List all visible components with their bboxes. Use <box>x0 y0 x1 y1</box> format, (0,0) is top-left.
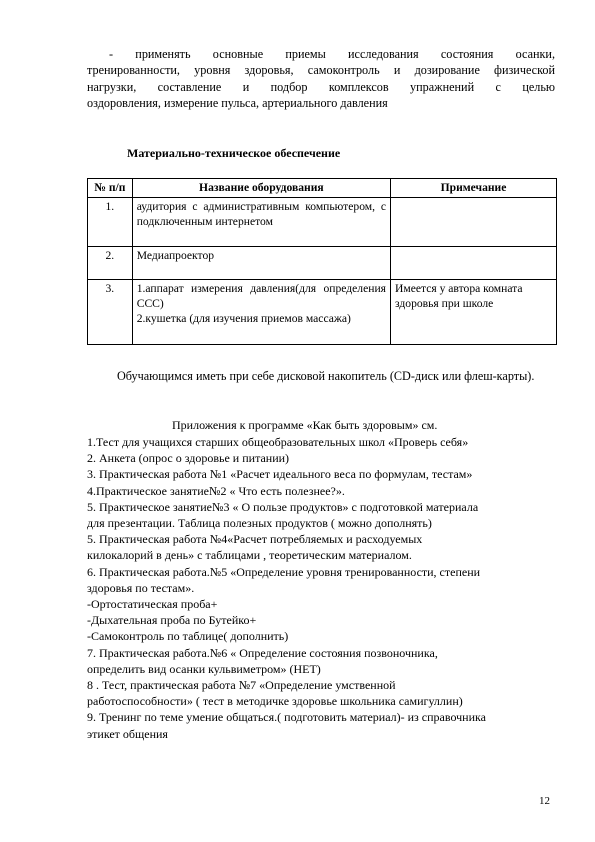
table-row <box>88 198 557 247</box>
page-number: 12 <box>539 795 550 807</box>
column-header-equipment: Название оборудования <box>132 179 390 198</box>
list-item: 1.Тест для учащихся старших общеобразовательных школ «Проверь себя» <box>87 435 469 449</box>
intro-line: нагрузки, составление и подбор комплексов упражнений с целью <box>87 79 555 94</box>
intro-line: - применять основные приемы исследования состояния осанки, <box>109 47 555 61</box>
list-item: -Ортостатическая проба+ <box>87 597 218 612</box>
equipment-note <box>391 198 557 247</box>
intro-paragraph <box>87 46 555 112</box>
equipment-name-text: 1.аппарат измерения давления(для определения ССС) <box>136 282 386 310</box>
row-number: 1. <box>88 198 133 247</box>
table-header-row <box>88 179 557 198</box>
equipment-note: Имеется у автора комната здоровья при школе <box>391 280 557 345</box>
appendix-title: Приложения к программе «Как быть здоровым» см. <box>172 418 438 432</box>
list-item: для презентации. Таблица полезных продуктов ( можно дополнять) <box>87 516 432 531</box>
equipment-table <box>87 178 557 345</box>
list-item: 6. Практическая работа.№5 «Определение уровня тренированности, степени <box>87 564 481 579</box>
equipment-name-text: Медиапроектор <box>136 249 215 262</box>
list-item: этикет общения <box>87 726 168 741</box>
equipment-name <box>132 280 390 345</box>
column-header-note: Примечание <box>391 179 557 198</box>
list-item: килокалорий в день» с таблицами , теоретическим материалом. <box>87 548 412 563</box>
equipment-name <box>132 198 390 247</box>
list-item: работоспособности» ( тест в методичке здоровье школьника самигуллин) <box>87 694 463 709</box>
appendix-list <box>87 434 557 742</box>
students-note-text: Обучающимся иметь при себе дисковой накопитель (CD-диск или флеш-карты). <box>117 369 535 383</box>
row-number: 2. <box>88 247 133 280</box>
list-item: 4.Практическое занятие№2 « Что есть полезнее?». <box>87 483 345 498</box>
list-item: 9. Тренинг по теме умение общаться.( подготовить материал)- из справочника <box>87 710 486 725</box>
equipment-note <box>391 247 557 280</box>
list-item: 5. Практическое занятие№3 « О пользе продуктов» с подготовкой материала <box>87 499 479 514</box>
list-item: определить вид осанки кульвиметром» (НЕТ) <box>87 661 321 676</box>
table-row <box>88 247 557 280</box>
equipment-name <box>132 247 390 280</box>
row-number: 3. <box>88 280 133 345</box>
list-item: 5. Практическая работа №4«Расчет потребляемых и расходуемых <box>87 532 423 547</box>
column-header-number: № п/п <box>88 179 133 198</box>
list-item: 7. Практическая работа.№6 « Определение состояния позвоночника, <box>87 645 438 660</box>
intro-line: оздоровления, измерение пульса, артериального давления <box>87 96 388 111</box>
list-item: 8 . Тест, практическая работа №7 «Определение умственной <box>87 678 396 693</box>
students-note <box>87 368 555 384</box>
section-heading: Материально-техническое обеспечение <box>127 146 341 160</box>
intro-line: тренированности, уровня здоровья, самоконтроль и дозирование физической <box>87 63 555 78</box>
list-item: -Самоконтроль по таблице( дополнить) <box>87 629 289 644</box>
table-row <box>88 280 557 345</box>
list-item: 2. Анкета (опрос о здоровье и питании) <box>87 451 290 466</box>
equipment-name-text: 2.кушетка (для изучения приемов массажа) <box>136 312 351 325</box>
list-item: -Дыхательная проба по Бутейко+ <box>87 613 257 628</box>
list-item: здоровья по тестам». <box>87 580 195 595</box>
equipment-name-text: аудитория с административным компьютером, с подключенным интернетом <box>136 200 386 228</box>
list-item: 3. Практическая работа №1 «Расчет идеального веса по формулам, тестам» <box>87 467 473 482</box>
